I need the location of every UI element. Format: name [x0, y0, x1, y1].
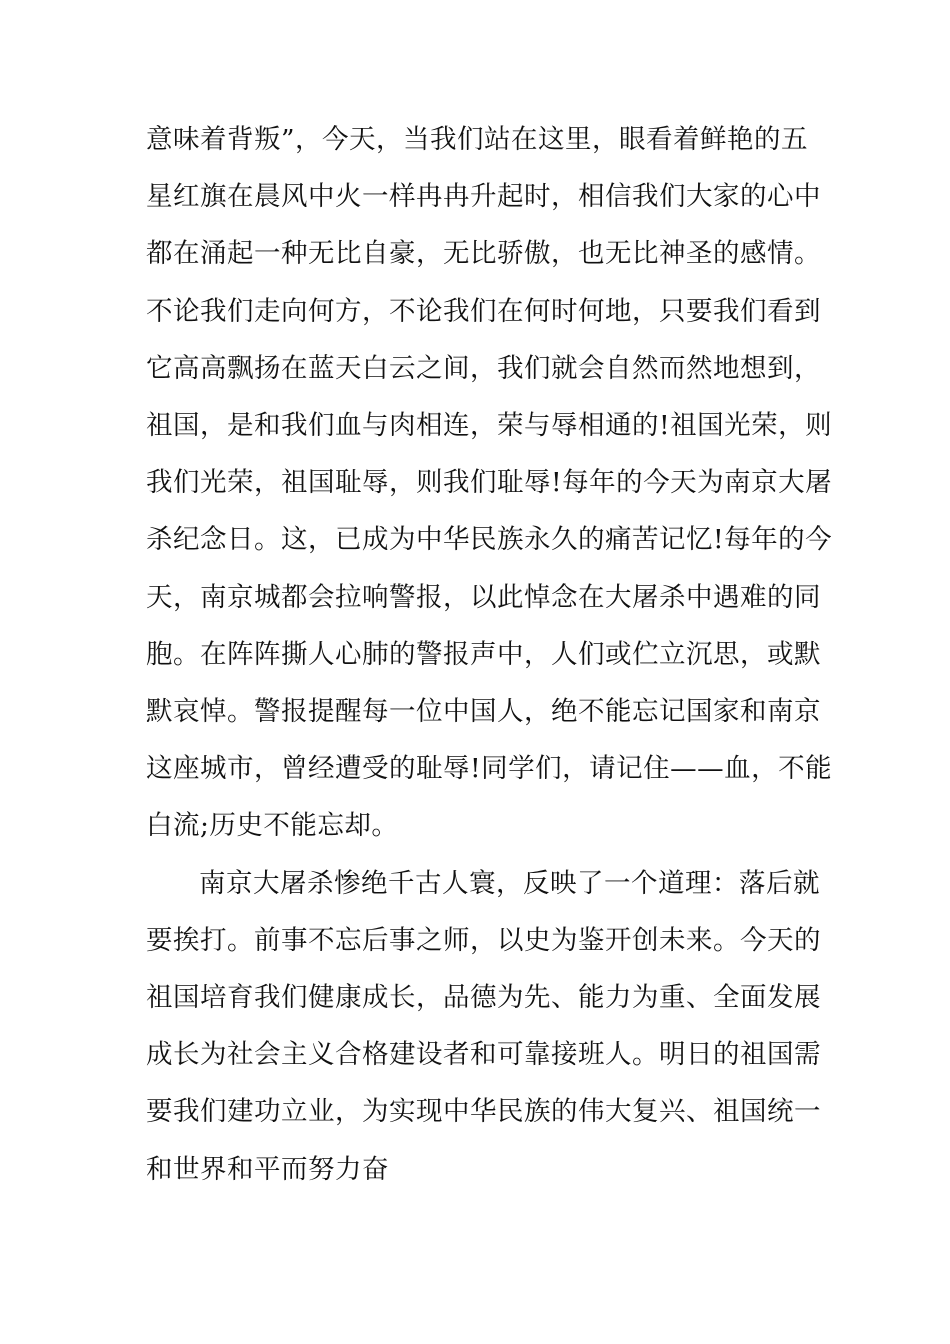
paragraph-1-line-5: 它高高飘扬在蓝天白云之间，我们就会自然而然地想到，	[146, 353, 821, 384]
paragraph-1-line-7: 我们光荣，祖国耻辱，则我们耻辱!每年的今天为南京大屠	[146, 467, 833, 498]
paragraph-1-line-4: 不论我们走向何方，不论我们在何时何地，只要我们看到	[146, 296, 821, 327]
paragraph-1-line-9: 天，南京城都会拉响警报，以此悼念在大屠杀中遇难的同	[146, 582, 821, 613]
paragraph-2-line-1: 南京大屠杀惨绝千古人寰，反映了一个道理：落后就	[199, 868, 820, 899]
paragraph-1-line-12: 这座城市，曾经遭受的耻辱!同学们，请记住——血，不能	[146, 753, 833, 784]
paragraph-1-line-1: 意味着背叛”，今天，当我们站在这里，眼看着鲜艳的五	[146, 124, 809, 155]
paragraph-2-line-2: 要挨打。前事不忘后事之师，以史为鉴开创未来。今天的	[146, 925, 821, 956]
paragraph-1-line-8: 杀纪念日。这，已成为中华民族永久的痛苦记忆!每年的今	[146, 524, 833, 555]
paragraph-1-line-3: 都在涌起一种无比自豪，无比骄傲，也无比神圣的感情。	[146, 238, 821, 269]
paragraph-1-line-2: 星红旗在晨风中火一样冉冉升起时，相信我们大家的心中	[146, 181, 821, 212]
paragraph-2-line-4: 成长为社会主义合格建设者和可靠接班人。明日的祖国需	[146, 1039, 821, 1070]
paragraph-1-line-13: 白流;历史不能忘却。	[146, 810, 399, 841]
paragraph-2-line-3: 祖国培育我们健康成长，品德为先、能力为重、全面发展	[146, 982, 821, 1013]
paragraph-1-line-6: 祖国，是和我们血与肉相连，荣与辱相通的!祖国光荣，则	[146, 410, 833, 441]
paragraph-1-line-10: 胞。在阵阵撕人心肺的警报声中，人们或伫立沉思，或默	[146, 639, 821, 670]
paragraph-2-line-5: 要我们建功立业，为实现中华民族的伟大复兴、祖国统一	[146, 1096, 821, 1127]
paragraph-1-line-11: 默哀悼。警报提醒每一位中国人，绝不能忘记国家和南京	[146, 696, 821, 727]
paragraph-2-line-6: 和世界和平而努力奋	[146, 1154, 389, 1185]
